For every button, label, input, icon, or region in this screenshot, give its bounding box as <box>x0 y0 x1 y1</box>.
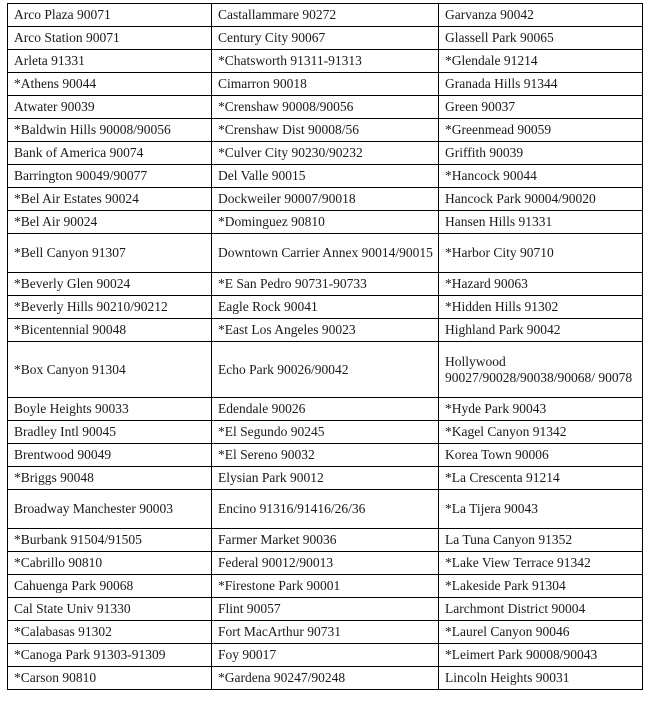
table-cell: *Calabasas 91302 <box>8 621 212 644</box>
table-cell: *Culver City 90230/90232 <box>212 142 439 165</box>
table-cell: *E San Pedro 90731-90733 <box>212 273 439 296</box>
table-cell: Glassell Park 90065 <box>439 27 643 50</box>
table-row <box>8 234 643 273</box>
table-cell: Century City 90067 <box>212 27 439 50</box>
table-cell: *Beverly Hills 90210/90212 <box>8 296 212 319</box>
table-cell: *Bicentennial 90048 <box>8 319 212 342</box>
table-cell: *Harbor City 90710 <box>439 234 643 273</box>
table-cell: Hansen Hills 91331 <box>439 211 643 234</box>
table-row <box>8 552 643 575</box>
table-cell: Garvanza 90042 <box>439 4 643 27</box>
table-row <box>8 621 643 644</box>
table-cell: *Athens 90044 <box>8 73 212 96</box>
table-cell: Eagle Rock 90041 <box>212 296 439 319</box>
table-cell: Cal State Univ 91330 <box>8 598 212 621</box>
table-cell: *Firestone Park 90001 <box>212 575 439 598</box>
table-row <box>8 598 643 621</box>
table-cell: Elysian Park 90012 <box>212 467 439 490</box>
table-row <box>8 73 643 96</box>
table-cell: *Hidden Hills 91302 <box>439 296 643 319</box>
table-row <box>8 667 643 690</box>
table-cell: *La Tijera 90043 <box>439 490 643 529</box>
table-cell: *Crenshaw Dist 90008/56 <box>212 119 439 142</box>
table-row <box>8 398 643 421</box>
table-cell: Barrington 90049/90077 <box>8 165 212 188</box>
table-cell: Federal 90012/90013 <box>212 552 439 575</box>
table-cell: Flint 90057 <box>212 598 439 621</box>
table-cell: *Canoga Park 91303-91309 <box>8 644 212 667</box>
table-cell: Bradley Intl 90045 <box>8 421 212 444</box>
table-cell: Green 90037 <box>439 96 643 119</box>
table-cell: Highland Park 90042 <box>439 319 643 342</box>
table-cell: Griffith 90039 <box>439 142 643 165</box>
table-cell: *La Crescenta 91214 <box>439 467 643 490</box>
table-cell: *Hazard 90063 <box>439 273 643 296</box>
table-row <box>8 142 643 165</box>
table-cell: Korea Town 90006 <box>439 444 643 467</box>
table-cell: Arleta 91331 <box>8 50 212 73</box>
table-cell: Cimarron 90018 <box>212 73 439 96</box>
table-cell: Dockweiler 90007/90018 <box>212 188 439 211</box>
table-cell: Edendale 90026 <box>212 398 439 421</box>
table-cell: Fort MacArthur 90731 <box>212 621 439 644</box>
table-cell: *Crenshaw 90008/90056 <box>212 96 439 119</box>
table-cell: *Hyde Park 90043 <box>439 398 643 421</box>
table-cell: Atwater 90039 <box>8 96 212 119</box>
table-cell: *Gardena 90247/90248 <box>212 667 439 690</box>
table-cell: Arco Plaza 90071 <box>8 4 212 27</box>
table-cell: *Laurel Canyon 90046 <box>439 621 643 644</box>
table-cell: *Bell Canyon 91307 <box>8 234 212 273</box>
table-cell: *Chatsworth 91311-91313 <box>212 50 439 73</box>
table-cell: Hancock Park 90004/90020 <box>439 188 643 211</box>
zip-code-table <box>7 3 643 690</box>
table-cell: *Dominguez 90810 <box>212 211 439 234</box>
table-cell: *El Sereno 90032 <box>212 444 439 467</box>
table-cell: *Leimert Park 90008/90043 <box>439 644 643 667</box>
table-cell: Castallammare 90272 <box>212 4 439 27</box>
table-cell: *Briggs 90048 <box>8 467 212 490</box>
table-cell: Arco Station 90071 <box>8 27 212 50</box>
table-row <box>8 188 643 211</box>
table-cell: Foy 90017 <box>212 644 439 667</box>
table-cell: La Tuna Canyon 91352 <box>439 529 643 552</box>
table-cell: *Hancock 90044 <box>439 165 643 188</box>
table-row <box>8 490 643 529</box>
table-cell: Downtown Carrier Annex 90014/90015 <box>212 234 439 273</box>
table-cell: Farmer Market 90036 <box>212 529 439 552</box>
table-cell: *Lakeside Park 91304 <box>439 575 643 598</box>
table-row <box>8 211 643 234</box>
table-cell: *Baldwin Hills 90008/90056 <box>8 119 212 142</box>
table-cell: *Carson 90810 <box>8 667 212 690</box>
table-cell: *Greenmead 90059 <box>439 119 643 142</box>
table-row <box>8 119 643 142</box>
table-row <box>8 575 643 598</box>
table-cell: *Glendale 91214 <box>439 50 643 73</box>
table-cell: Larchmont District 90004 <box>439 598 643 621</box>
table-cell: *Beverly Glen 90024 <box>8 273 212 296</box>
table-cell: Cahuenga Park 90068 <box>8 575 212 598</box>
table-cell: Lincoln Heights 90031 <box>439 667 643 690</box>
table-row <box>8 444 643 467</box>
table-cell: Brentwood 90049 <box>8 444 212 467</box>
table-cell: *East Los Angeles 90023 <box>212 319 439 342</box>
table-row <box>8 421 643 444</box>
table-row <box>8 467 643 490</box>
table-cell: *Kagel Canyon 91342 <box>439 421 643 444</box>
table-row <box>8 165 643 188</box>
table-row <box>8 96 643 119</box>
table-row <box>8 50 643 73</box>
table-row <box>8 529 643 552</box>
table-cell: Broadway Manchester 90003 <box>8 490 212 529</box>
table-cell: *El Segundo 90245 <box>212 421 439 444</box>
table-cell: Boyle Heights 90033 <box>8 398 212 421</box>
table-cell: Bank of America 90074 <box>8 142 212 165</box>
table-cell: *Bel Air 90024 <box>8 211 212 234</box>
table-cell: *Bel Air Estates 90024 <box>8 188 212 211</box>
table-row <box>8 296 643 319</box>
table-cell: Granada Hills 91344 <box>439 73 643 96</box>
zip-code-table-body <box>8 4 643 690</box>
table-row <box>8 27 643 50</box>
table-row <box>8 644 643 667</box>
table-cell: *Lake View Terrace 91342 <box>439 552 643 575</box>
table-cell: *Burbank 91504/91505 <box>8 529 212 552</box>
table-row <box>8 319 643 342</box>
table-cell: Hollywood 90027/90028/90038/90068/ 90078 <box>439 342 643 398</box>
table-cell: *Box Canyon 91304 <box>8 342 212 398</box>
table-cell: Encino 91316/91416/26/36 <box>212 490 439 529</box>
table-row <box>8 342 643 398</box>
table-row <box>8 273 643 296</box>
table-cell: Del Valle 90015 <box>212 165 439 188</box>
table-row <box>8 4 643 27</box>
table-cell: Echo Park 90026/90042 <box>212 342 439 398</box>
table-cell: *Cabrillo 90810 <box>8 552 212 575</box>
